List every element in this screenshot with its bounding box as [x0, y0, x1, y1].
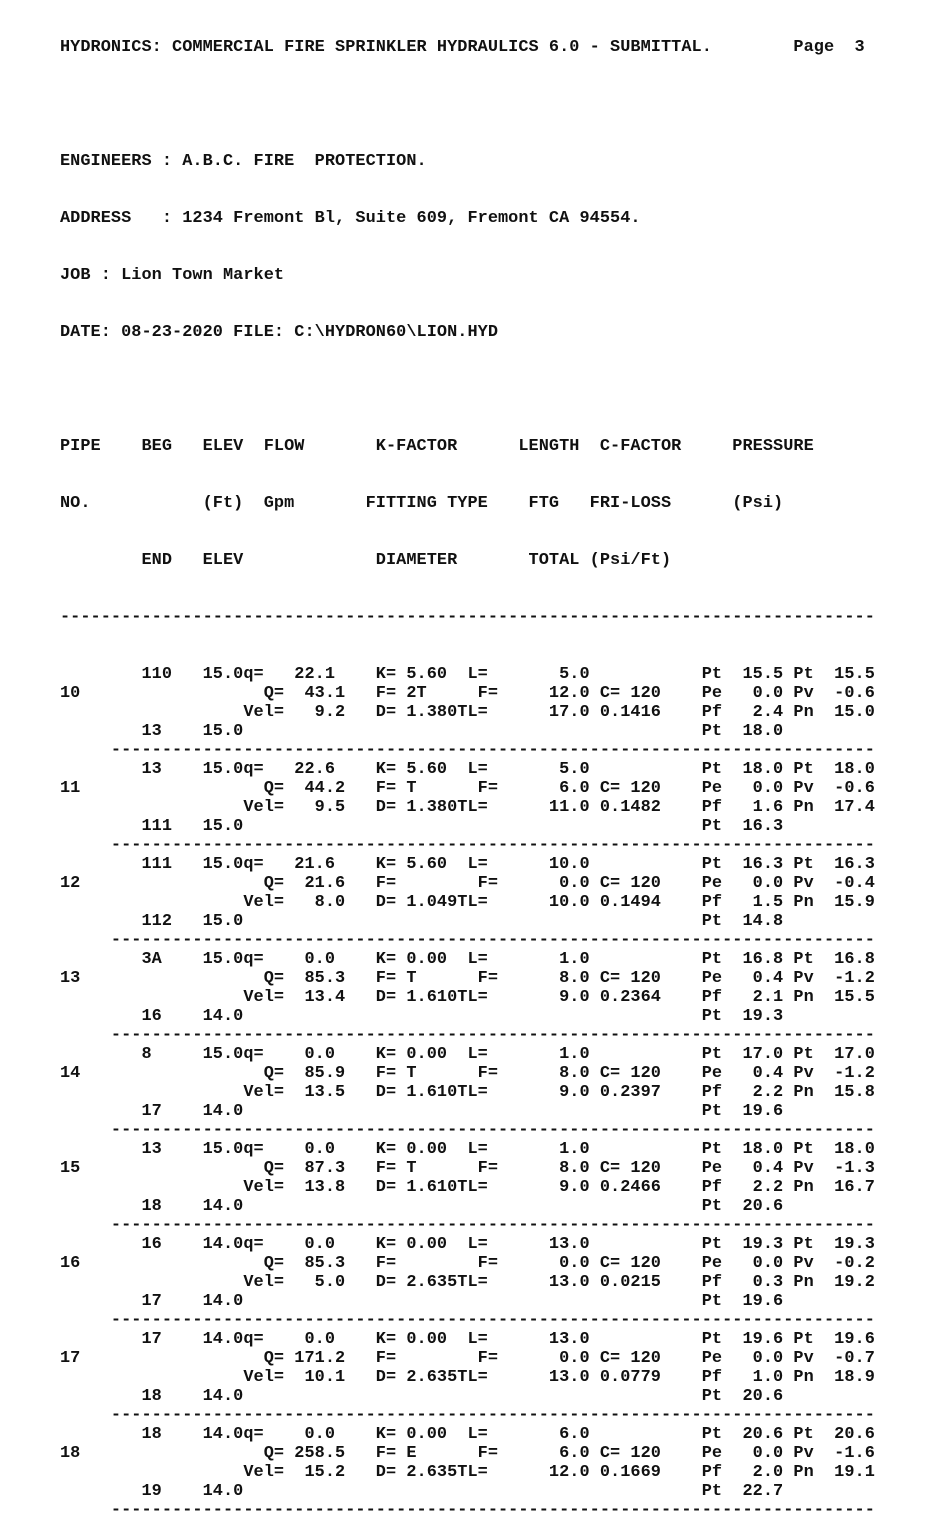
pipe-record — [60, 1330, 875, 1425]
pipe-number-row: 17 Q= 171.2 F= F= 0.0 C= 120 Pe 0.0 Pv -0.7 — [60, 1349, 875, 1368]
pipe-number-row: 13 Q= 85.3 F= T F= 8.0 C= 120 Pe 0.4 Pv -1.2 — [60, 969, 875, 988]
pipe-number-row: 12 Q= 21.6 F= F= 0.0 C= 120 Pe 0.0 Pv -0.4 — [60, 874, 875, 893]
pipe-end-row: 17 14.0 Pt 19.6 — [60, 1102, 784, 1121]
pipe-begin-row: 8 15.0q= 0.0 K= 0.00 L= 1.0 Pt 17.0 Pt 17.0 — [60, 1045, 875, 1064]
date-file-line: DATE: 08-23-2020 FILE: C:\HYDRON60\LION.HYD — [60, 323, 498, 342]
pipe-end-row: 18 14.0 Pt 20.6 — [60, 1197, 784, 1216]
pipe-end-row: 112 15.0 Pt 14.8 — [60, 912, 784, 931]
pipe-begin-row: 110 15.0q= 22.1 K= 5.60 L= 5.0 Pt 15.5 Pt 15.5 — [60, 665, 875, 684]
pipe-separator: --------------------------------------------------------------------------- — [60, 1026, 875, 1045]
pipe-number-row: 14 Q= 85.9 F= T F= 8.0 C= 120 Pe 0.4 Pv -1.2 — [60, 1064, 875, 1083]
pipe-begin-row: 3A 15.0q= 0.0 K= 0.00 L= 1.0 Pt 16.8 Pt 16.8 — [60, 950, 875, 969]
pipe-separator: --------------------------------------------------------------------------- — [60, 836, 875, 855]
pipe-begin-row: 17 14.0q= 0.0 K= 0.00 L= 13.0 Pt 19.6 Pt 19.6 — [60, 1330, 875, 1349]
pipe-number-row: 11 Q= 44.2 F= T F= 6.0 C= 120 Pe 0.0 Pv -0.6 — [60, 779, 875, 798]
pipe-separator: --------------------------------------------------------------------------- — [60, 1311, 875, 1330]
address-line: ADDRESS : 1234 Fremont Bl, Suite 609, Fremont CA 94554. — [60, 209, 641, 228]
pipe-end-row: 16 14.0 Pt 19.3 — [60, 1007, 784, 1026]
pipe-velocity-row: Vel= 8.0 D= 1.049TL= 10.0 0.1494 Pf 1.5 Pn 15.9 — [60, 893, 875, 912]
pipe-velocity-row: Vel= 5.0 D= 2.635TL= 13.0 0.0215 Pf 0.3 Pn 19.2 — [60, 1273, 875, 1292]
pipe-record — [60, 855, 875, 950]
engineers-line: ENGINEERS : A.B.C. FIRE PROTECTION. — [60, 152, 427, 171]
pipe-end-row: 111 15.0 Pt 16.3 — [60, 817, 784, 836]
pipe-velocity-row: Vel= 13.5 D= 1.610TL= 9.0 0.2397 Pf 2.2 Pn 15.8 — [60, 1083, 875, 1102]
blank-line — [60, 95, 875, 114]
pipe-end-row: 18 14.0 Pt 20.6 — [60, 1387, 784, 1406]
pipe-end-row: 13 15.0 Pt 18.0 — [60, 722, 784, 741]
pipe-separator: --------------------------------------------------------------------------- — [60, 1216, 875, 1235]
column-header-row-3: END ELEV DIAMETER TOTAL (Psi/Ft) — [60, 551, 672, 570]
pipe-record — [60, 665, 875, 760]
pipe-begin-row: 111 15.0q= 21.6 K= 5.60 L= 10.0 Pt 16.3 Pt 16.3 — [60, 855, 875, 874]
column-header-row-2: NO. (Ft) Gpm FITTING TYPE FTG FRI-LOSS (Psi) — [60, 494, 784, 513]
header-separator: -------------------------------------------------------------------------------- — [60, 608, 875, 627]
pipe-end-row: 19 14.0 Pt 22.7 — [60, 1482, 784, 1501]
pipe-record — [60, 1140, 875, 1235]
pipe-number-row: 10 Q= 43.1 F= 2T F= 12.0 C= 120 Pe 0.0 Pv -0.6 — [60, 684, 875, 703]
pipe-velocity-row: Vel= 13.4 D= 1.610TL= 9.0 0.2364 Pf 2.1 Pn 15.5 — [60, 988, 875, 1007]
pipe-number-row: 15 Q= 87.3 F= T F= 8.0 C= 120 Pe 0.4 Pv -1.3 — [60, 1159, 875, 1178]
blank-line — [60, 380, 875, 399]
pipe-end-row: 17 14.0 Pt 19.6 — [60, 1292, 784, 1311]
pipe-begin-row: 16 14.0q= 0.0 K= 0.00 L= 13.0 Pt 19.3 Pt 19.3 — [60, 1235, 875, 1254]
pipe-begin-row: 18 14.0q= 0.0 K= 0.00 L= 6.0 Pt 20.6 Pt 20.6 — [60, 1425, 875, 1444]
pipe-begin-row: 13 15.0q= 22.6 K= 5.60 L= 5.0 Pt 18.0 Pt 18.0 — [60, 760, 875, 779]
pipe-separator: --------------------------------------------------------------------------- — [60, 1406, 875, 1425]
pipe-record — [60, 1425, 875, 1520]
hydraulic-report — [60, 0, 875, 1539]
pipe-separator: --------------------------------------------------------------------------- — [60, 1501, 875, 1520]
pipe-velocity-row: Vel= 10.1 D= 2.635TL= 13.0 0.0779 Pf 1.0 Pn 18.9 — [60, 1368, 875, 1387]
pipe-velocity-row: Vel= 15.2 D= 2.635TL= 12.0 0.1669 Pf 2.0 Pn 19.1 — [60, 1463, 875, 1482]
pipe-separator: --------------------------------------------------------------------------- — [60, 931, 875, 950]
pipe-begin-row: 13 15.0q= 0.0 K= 0.00 L= 1.0 Pt 18.0 Pt 18.0 — [60, 1140, 875, 1159]
pipe-number-row: 18 Q= 258.5 F= E F= 6.0 C= 120 Pe 0.0 Pv -1.6 — [60, 1444, 875, 1463]
pipe-table-body — [60, 665, 875, 1520]
pipe-separator: --------------------------------------------------------------------------- — [60, 1121, 875, 1140]
job-line: JOB : Lion Town Market — [60, 266, 285, 285]
pipe-number-row: 16 Q= 85.3 F= F= 0.0 C= 120 Pe 0.0 Pv -0.2 — [60, 1254, 875, 1273]
report-title-line: HYDRONICS: COMMERCIAL FIRE SPRINKLER HYDRAULICS 6.0 - SUBMITTAL. Page 3 — [60, 38, 865, 57]
pipe-record — [60, 1235, 875, 1330]
pipe-separator: --------------------------------------------------------------------------- — [60, 741, 875, 760]
pipe-velocity-row: Vel= 13.8 D= 1.610TL= 9.0 0.2466 Pf 2.2 Pn 16.7 — [60, 1178, 875, 1197]
pipe-velocity-row: Vel= 9.5 D= 1.380TL= 11.0 0.1482 Pf 1.6 Pn 17.4 — [60, 798, 875, 817]
pipe-velocity-row: Vel= 9.2 D= 1.380TL= 17.0 0.1416 Pf 2.4 Pn 15.0 — [60, 703, 875, 722]
pipe-record — [60, 1045, 875, 1140]
column-header-row-1: PIPE BEG ELEV FLOW K-FACTOR LENGTH C-FACTOR PRESSURE — [60, 437, 814, 456]
pipe-record — [60, 950, 875, 1045]
pipe-record — [60, 760, 875, 855]
